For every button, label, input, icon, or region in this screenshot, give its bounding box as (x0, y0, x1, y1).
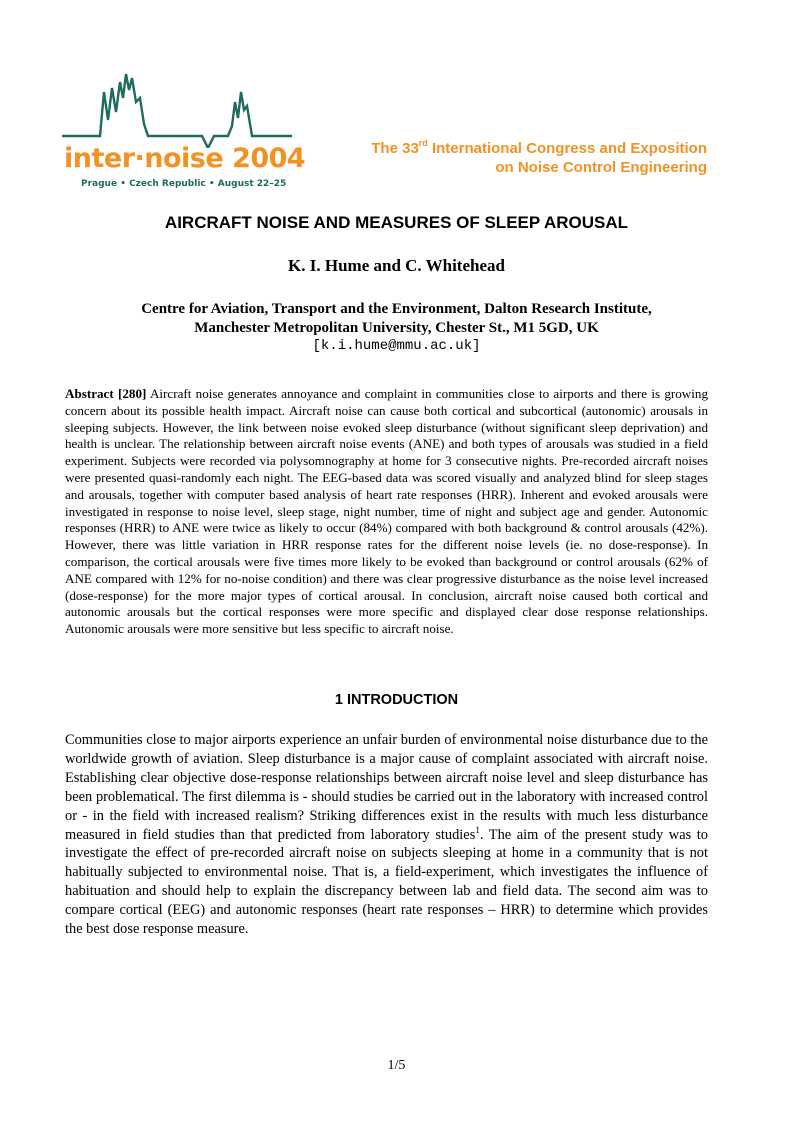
citation-ref: 1 (475, 824, 480, 835)
logo-tagline: Prague • Czech Republic • August 22–25 (81, 179, 287, 189)
internoise-logo (62, 68, 306, 194)
abstract-text: Aircraft noise generates annoyance and complaint in communities close to airports and there is growing concern about its possible health impact. Aircraft noise can cause both cortical and subcortical (autonomic) arousals in sleeping subjects. However, the link between noise evoked sleep disturbance (without significant sleep deprivation) and health is unclear. The relationship between aircraft noise events (ANE) and both types of arousals was studied in a field experiment. Subjects were recorded via polysomnography at home for 3 consecutive nights. Pre-recorded aircraft noises were presented quasi-randomly each night. The EEG-based data was scored visually and analyzed blind for sleep stages and arousals, together with computer based analysis of heart rate responses (HRR). Inherent and evoked arousals were investigated in response to noise level, sleep stage, night number, time of night and subject age and gender. Autonomic responses (HRR) to ANE were twice as likely to occur (84%) compared with both background & control arousals (42%). However, there was little variation in HRR response rates for the different noise levels (ie. no dose-response). In comparison, the cortical arousals were five times more likely to be evoked than background or control arousals (62% of ANE compared with 12% for no-noise condition) and there was clear progressive disturbance as the noise level increased (dose-response) for the more major types of cortical arousal. In conclusion, aircraft noise caused both cortical and autonomic arousals but the cortical responses were more specific and displayed clear dose response relationships. Autonomic arousals were more sensitive but less specific to aircraft noise. (65, 386, 708, 637)
author-affiliation (60, 300, 733, 338)
page-number: 1/5 (387, 1058, 406, 1073)
author-email: [k.i.hume@mmu.ac.uk] (312, 338, 481, 354)
paper-title: AIRCRAFT NOISE AND MEASURES OF SLEEP AROUSAL (164, 213, 629, 232)
conference-line-1: The 33rd International Congress and Exposition (371, 138, 707, 157)
conference-line-2: on Noise Control Engineering (495, 159, 707, 176)
paper-authors: K. I. Hume and C. Whitehead (288, 256, 505, 275)
affiliation-line-2: Manchester Metropolitan University, Chester St., M1 5GD, UK (194, 320, 599, 336)
section-heading: 1 INTRODUCTION (334, 692, 459, 708)
introduction-paragraph: Communities close to major airports experience an unfair burden of environmental noise disturbance due to the worldwide growth of aviation. Sleep disturbance is a major cause of complaint associated with aircraft noise. Establishing clear objective dose-response relationships between aircraft noise level and sleep disturbance has been problematical. The first dilemma is - should studies be carried out in the laboratory with increased control or - in the field with increased realism? Striking differences exist in the results with much less disturbance measured in field studies than that predicted from laboratory studies$^1$. The aim of the present study was to investigate the effect of pre-recorded aircraft noise on subjects sleeping at home in a community that is not habitually subjected to environmental noise. That is, a field-experiment, which investigates the influence of habituation and should help to explain the discrepancy between lab and field data. The second aim was to compare cortical (EEG) and autonomic responses (heart rate responses – HRR) to determine which provides the best dose response measure. (65, 732, 709, 938)
abstract-label: Abstract [280] (65, 386, 147, 401)
affiliation-line-1: Centre for Aviation, Transport and the Environment, Dalton Research Institute, (141, 301, 652, 317)
skyline-waveform-icon (62, 68, 294, 148)
conference-title (371, 139, 707, 177)
logo-wordmark: inter·noise 2004 (64, 143, 306, 174)
abstract (65, 386, 708, 638)
